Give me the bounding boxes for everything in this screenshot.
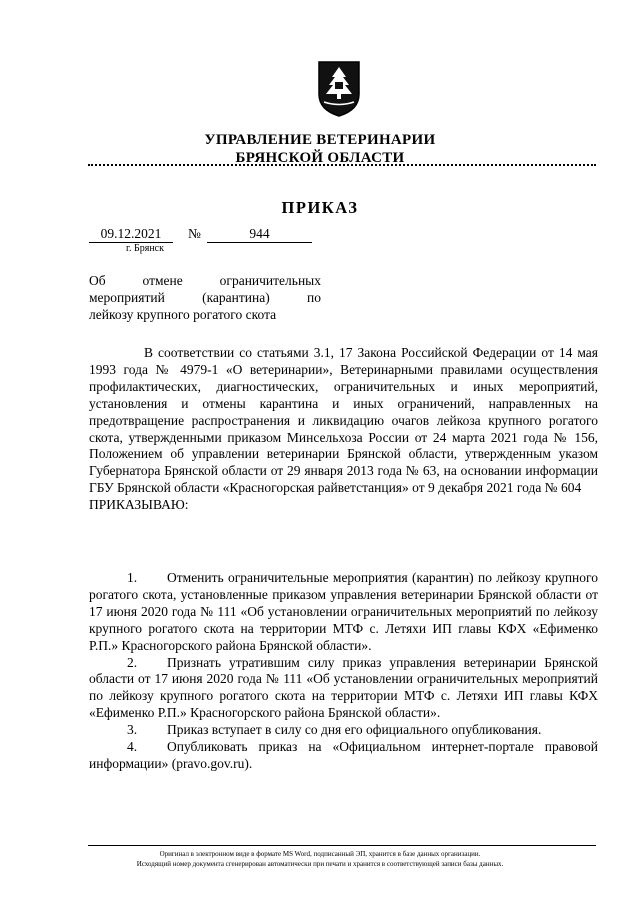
item-text: Приказ вступает в силу со дня его официального опубликования. <box>167 722 542 738</box>
document-title: ПРИКАЗ <box>281 198 359 217</box>
item-number: 2. <box>127 654 138 670</box>
order-word: ПРИКАЗЫВАЮ: <box>89 497 189 513</box>
subject-line: Об отмене ограничительных <box>89 273 321 288</box>
footer-note-line-1: Оригинал в электронном виде в формате MS Word, подписанный ЭП, хранится в базе данных организации. <box>159 850 481 858</box>
item-number: 1. <box>127 570 138 585</box>
item-number: 4. <box>127 739 138 755</box>
document-subject <box>89 272 321 323</box>
footer-divider <box>88 845 596 846</box>
document-city: г. Брянск <box>126 243 164 254</box>
item-text: Опубликовать приказ на «Официальном интернет-портале правовой информации» (pravo.gov.ru). <box>89 739 598 771</box>
number-sign: № <box>188 226 201 241</box>
footer-note-line-2: Исходящий номер документа сгенерирован автоматически при печати и хранится в соответствующей записи базы данных. <box>136 860 504 868</box>
document-body <box>89 345 598 514</box>
header-divider <box>88 164 596 166</box>
org-name-line-2: БРЯНСКОЙ ОБЛАСТИ <box>235 150 405 166</box>
item-text: Отменить ограничительные мероприятия (карантин) по лейкозу крупного рогатого скота, установленные приказом управления ветеринарии Брянской области от 17 июня 2020 года № 111 «Об установлении ограничительных мероприятий по лейкозу крупного рогатого скота на территории МТФ с. Летяхи ИП главы КФХ «Ефименко Р.П.» Красногорского района Брянской области». <box>89 570 598 653</box>
item-text: Признать утратившим силу приказ управления ветеринарии Брянской области от 17 июня 2020 года № 111 «Об установлении ограничительных мероприятий по лейкозу крупного рогатого скота на территории МТФ с. Летяхи ИП главы КФХ «Ефименко Р.П.» Красногорского района Брянской области». <box>89 654 598 721</box>
order-item <box>89 570 598 655</box>
item-number: 3. <box>127 722 138 738</box>
order-items <box>89 570 598 773</box>
subject-line: мероприятий (карантина) по <box>89 290 321 305</box>
document-date: 09.12.2021 <box>89 226 173 243</box>
order-item <box>89 655 598 723</box>
order-item <box>89 739 598 773</box>
order-item <box>89 722 598 739</box>
document-number: 944 <box>207 226 312 243</box>
org-name-line-1: УПРАВЛЕНИЕ ВЕТЕРИНАРИИ <box>204 132 436 148</box>
subject-line: лейкозу крупного рогатого скота <box>89 307 277 322</box>
coat-of-arms-icon <box>316 60 362 118</box>
preamble-paragraph: В соответствии со статьями 3.1, 17 Закона Российской Федерации от 14 мая 1993 года № 4979-1 «О ветеринарии», Ветеринарными правилами осуществления профилактических, диагностических, ограничительных и иных мероприятий, установления и отмены карантина и иных ограничений, направленных на предотвращение распространения и ликвидацию очагов лейкоза крупного рогатого скота, утвержденными приказом Минсельхоза России от 24 марта 2021 года № 156, Положением об управлении ветеринарии Брянской области, утвержденным указом Губернатора Брянской области от 29 января 2013 года № 63, на основании информации ГБУ Брянской области «Красногорская райветстанция» от 9 декабря 2021 года № 604 <box>89 345 598 496</box>
